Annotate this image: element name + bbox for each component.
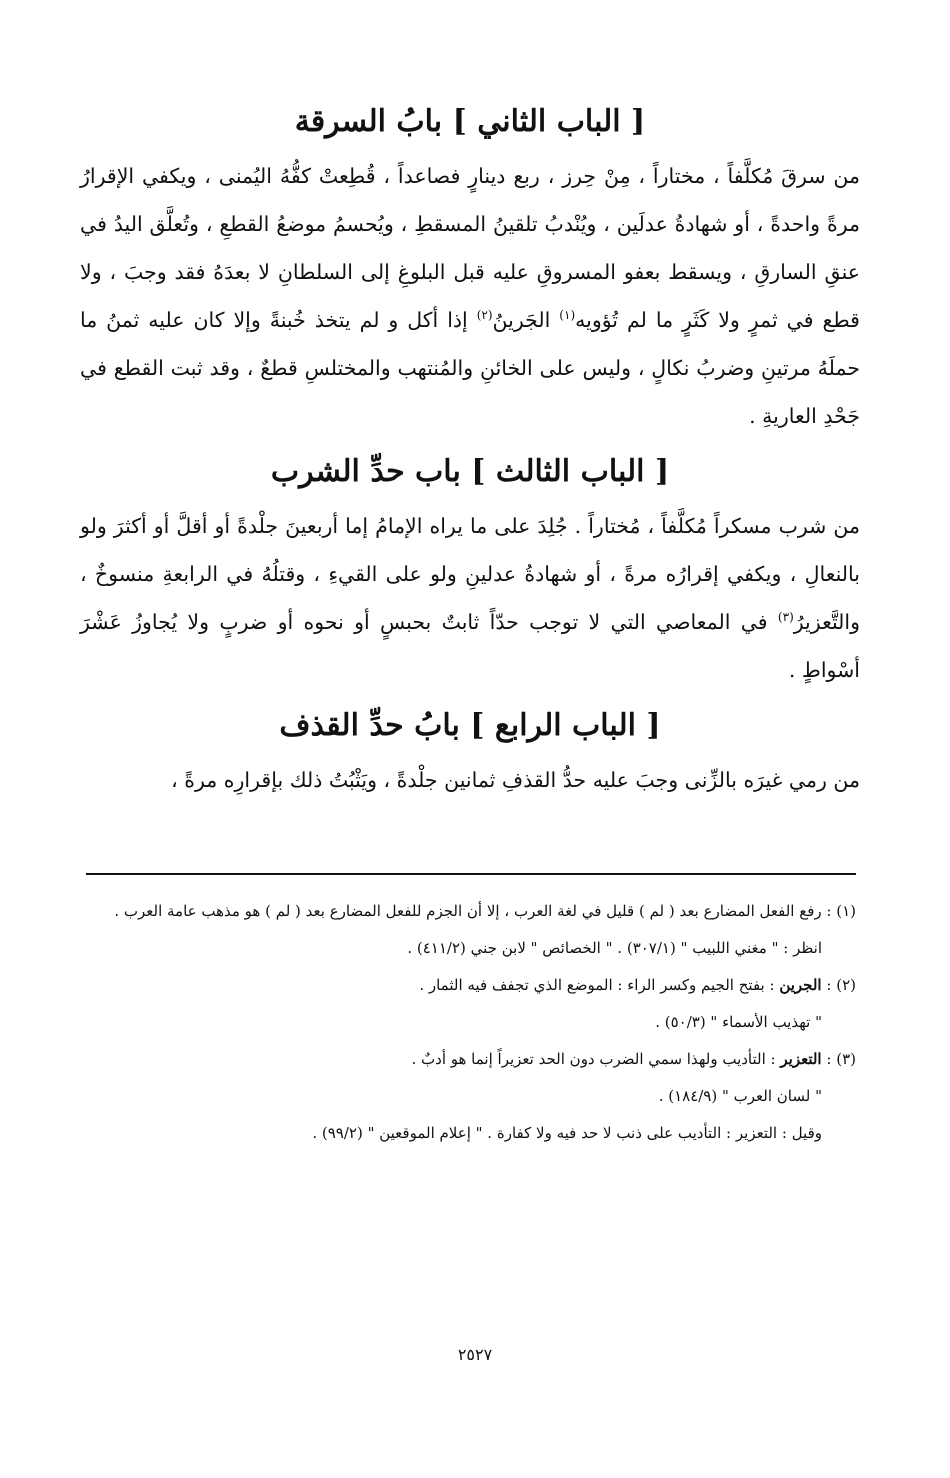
paragraph-drinking: من شرب مسكراً مُكلَّفاً ، مُختاراً . جُلِدَ على ما يراه الإمامُ إما أربعينَ جلْدةً أو أقلَّ أو أكثرَ ولو بالنعالِ ، ويكفي إقرارُه مرةً ، أو شهادةُ عدلينِ ولو على القيءِ ، وقتلُهُ في الرابعةِ منسوخٌ ، والتَّعزيرُ$^{(٣)}$ في المعاصي التي لا توجب حدّاً ثابتٌ بحبسٍ أو نحوه أو ضربٍ ولا يُجاوزُ عَشْرَ أسْواطٍ . xyxy=(80,514,860,682)
main-text xyxy=(80,92,860,804)
footnote-2: (٢) : الجرين : بفتح الجيم وكسر الراء : الموضع الذي تجفف فيه الثمار . xyxy=(419,976,856,994)
page-number: ٢٥٢٧ xyxy=(457,1345,493,1364)
footnote-1-reference: انظر : " مغني اللبيب " (٣٠٧/١) . " الخصائص " لابن جني (٤١١/٢) . xyxy=(407,939,822,957)
footnote-3-additional: وقيل : التعزير : التأديب على ذنب لا حد فيه ولا كفارة . " إعلام الموقعين " (٩٩/٢) . xyxy=(312,1124,822,1142)
footnote-3: (٣) : التعزير : التأديب ولهذا سمي الضرب دون الحد تعزيراً إنما هو أدبٌ . xyxy=(411,1050,856,1068)
chapter-title-drinking: [ الباب الثالث ] باب حدِّ الشرب xyxy=(270,454,670,489)
paragraph-theft: من سرقَ مُكلَّفاً ، مختاراً ، مِنْ حِرز ، ربع دينارٍ فصاعداً ، قُطِعتْ كفُّهُ اليُمنى ، ويكفي الإقرارُ مرةً واحدةً ، أو شهادةُ عدلَين ، ويُنْدبُ تلقينُ المسقطِ ، ويُحسمُ موضعُ القطعِ ، وتُعلَّق اليدُ في عنقِ السارقِ ، ويسقط بعفو المسروقِ عليه قبل البلوغِ إلى السلطانِ لا بعدَهُ فقد وجبَ ، ولا قطع في ثمرٍ ولا كَثَرٍ ما لم تُؤويه$^{(١)}$ الجَرينُ$^{(٢)}$ إذا أكل و لم يتخذ خُبنةً وإلا كان عليه ثمنُ ما حملَهُ مرتينِ وضربُ نكالٍ ، وليس على الخائنِ والمُنتهب والمختلسِ قطعٌ ، وقد ثبت القطع في جَحْدِ العاريةِ . xyxy=(80,164,860,428)
paragraph-slander: من رمي غيرَه بالزِّنى وجبَ عليه حدُّ القذفِ ثمانين جلْدةً ، ويَثْبُتُ ذلك بإقرارِه مرةً ، xyxy=(171,768,860,792)
footnote-2-reference: " تهذيب الأسماء " (٥٠/٣) . xyxy=(655,1013,822,1031)
footnote-ref-2: (٢) xyxy=(476,308,493,323)
footnotes xyxy=(86,893,856,1152)
footnote-ref-3: (٣) xyxy=(777,610,794,625)
chapter-title-slander: [ الباب الرابع ] بابُ حدِّ القذف xyxy=(279,708,661,743)
footnote-3-reference: " لسان العرب " (١٨٤/٩) . xyxy=(658,1087,822,1105)
footnote-divider xyxy=(86,873,856,875)
footnote-ref-1: (١) xyxy=(559,308,576,323)
footnote-1: (١) : رفع الفعل المضارع بعد ( لم ) قليل في لغة العرب ، إلا أن الجزم للفعل المضارع بعد ( لم ) هو مذهب عامة العرب . xyxy=(114,902,856,920)
chapter-title-theft: [ الباب الثاني ] بابُ السرقة xyxy=(294,104,646,139)
